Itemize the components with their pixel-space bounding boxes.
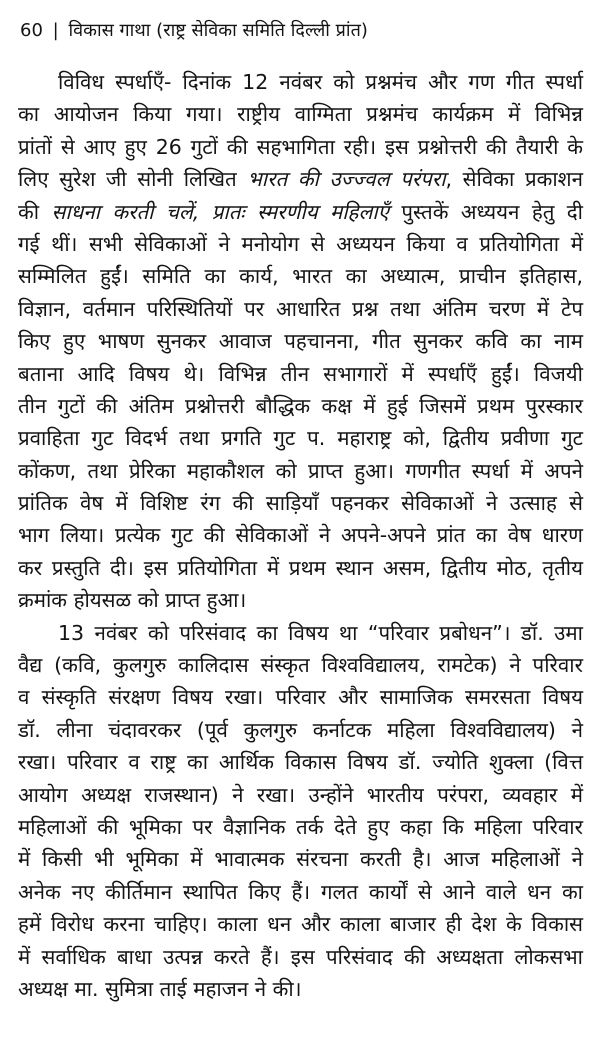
text-segment: विज्ञान, वर्तमान परिस्थितियों पर आधारित प्रश्न तथा अंतिम चरण में टेप: [18, 296, 583, 321]
text-segment: पुस्तकें अध्ययन हेतु दी: [389, 199, 583, 224]
text-line: [18, 843, 583, 875]
text-segment: अनेक नए कीर्तिमान स्थापित किए हैं। गलत कार्यों से आने वाले धन का: [18, 879, 583, 904]
text-segment: में सर्वाधिक बाधा उत्पन्न करते हैं। इस परिसंवाद की अध्यक्षता लोकसभा: [18, 944, 583, 969]
text-line: [18, 66, 583, 98]
text-line: [18, 584, 583, 616]
text-line: [18, 390, 583, 422]
text-segment: व संस्कृति संरक्षण विषय रखा। परिवार और सामाजिक समरसता विषय: [18, 685, 583, 710]
text-line: [18, 487, 583, 519]
text-line: [18, 131, 583, 163]
text-segment: प्रांतिक वेष में विशिष्ट रंग की साड़ियाँ पहनकर सेविकाओं ने उत्साह से: [18, 491, 583, 516]
text-line: [18, 98, 583, 130]
text-line: [18, 941, 583, 973]
text-line: [18, 746, 583, 778]
text-segment: का आयोजन किया गया। राष्ट्रीय वाग्मिता प्रश्नमंच कार्यक्रम में विभिन्न: [18, 102, 583, 127]
text-segment: डॉ. लीना चंदावरकर (पूर्व कुलगुरु कर्नाटक महिला विश्वविद्यालय) ने: [18, 717, 583, 742]
text-line: [18, 908, 583, 940]
text-segment: , सेविका प्रकाशन: [445, 167, 583, 192]
text-line: [18, 876, 583, 908]
text-line: [18, 293, 583, 325]
text-segment: किए हुए भाषण सुनकर आवाज पहचानना, गीत सुनकर कवि का नाम: [18, 329, 583, 354]
header-separator: |: [52, 20, 59, 41]
text-segment: विविध स्पर्धाएँ- दिनांक 12 नवंबर को प्रश्नमंच और गण गीत स्पर्धा: [58, 70, 583, 94]
text-segment: वैद्य (कवि, कुलगुरु कालिदास संस्कृत विश्वविद्यालय, रामटेक) ने परिवार: [18, 653, 583, 678]
text-segment: सम्मिलित हुईं। समिति का कार्य, भारत का अध्यात्म, प्राचीन इतिहास,: [18, 264, 583, 289]
text-segment: लिए सुरेश जी सोनी लिखित: [18, 167, 248, 192]
text-line: [18, 552, 583, 584]
text-line: [18, 811, 583, 843]
text-line: [18, 422, 583, 454]
text-line: [18, 779, 583, 811]
text-line: [18, 455, 583, 487]
book-title: विकास गाथा (राष्ट्र सेविका समिति दिल्ली प्रांत): [68, 20, 368, 41]
body-text: [18, 66, 583, 1005]
text-segment: महिलाओं की भूमिका पर वैज्ञानिक तर्क देते हुए कहा कि महिला परिवार: [18, 814, 583, 839]
running-header: [20, 20, 368, 42]
text-segment: अध्यक्ष मा. सुमित्रा ताई महाजन ने की।: [18, 976, 302, 1001]
text-line: [18, 228, 583, 260]
text-segment: कर प्रस्तुति दी। इस प्रतियोगिता में प्रथम स्थान असम, द्वितीय मोठ, तृतीय: [18, 555, 583, 580]
text-segment: क्रमांक होयसळ को प्राप्त हुआ।: [18, 588, 247, 613]
page-number: 60: [20, 20, 43, 41]
text-line: [18, 649, 583, 681]
text-segment: भाग लिया। प्रत्येक गुट की सेविकाओं ने अपने-अपने प्रांत का वेष धारण: [18, 523, 583, 548]
text-line: [18, 973, 583, 1005]
text-line: [18, 163, 583, 195]
text-segment: गई थीं। सभी सेविकाओं ने मनोयोग से अध्ययन किया व प्रतियोगिता में: [18, 231, 583, 256]
text-line: [18, 617, 583, 649]
text-segment: प्रांतों से आए हुए 26 गुटों की सहभागिता रही। इस प्रश्नोत्तरी की तैयारी के: [18, 134, 583, 159]
text-segment: कोंकण, तथा प्रेरिका महाकौशल को प्राप्त हुआ। गणगीत स्पर्धा में अपने: [18, 458, 583, 483]
text-segment: प्रवाहिता गुट विदर्भ तथा प्रगति गुट प. महाराष्ट्र को, द्वितीय प्रवीणा गुट: [18, 426, 583, 451]
text-line: [18, 714, 583, 746]
italic-text: भारत की उज्ज्वल परंपरा: [247, 167, 446, 192]
text-line: [18, 358, 583, 390]
text-segment: की: [18, 199, 52, 224]
text-segment: रखा। परिवार व राष्ट्र का आर्थिक विकास विषय डॉ. ज्योति शुक्ला (वित्त: [18, 750, 583, 775]
text-segment: आयोग अध्यक्ष राजस्थान) ने रखा। उन्होंने भारतीय परंपरा, व्यवहार में: [18, 782, 583, 807]
text-line: [18, 681, 583, 713]
text-segment: 13 नवंबर को परिसंवाद का विषय था “परिवार प्रबोधन”। डॉ. उमा: [58, 620, 583, 645]
text-segment: बताना आदि विषय थे। विभिन्न तीन सभागारों में स्पर्धाएँ हुईं। विजयी: [18, 361, 583, 386]
text-line: [18, 325, 583, 357]
italic-text: साधना करती चलें, प्रातः स्मरणीय महिलाएँ: [51, 199, 389, 224]
text-line: [18, 196, 583, 228]
text-segment: तीन गुटों की अंतिम प्रश्नोत्तरी बौद्धिक कक्ष में हुई जिसमें प्रथम पुरस्कार: [18, 393, 583, 418]
text-segment: हमें विरोध करना चाहिए। काला धन और काला बाजार ही देश के विकास: [18, 912, 583, 937]
text-line: [18, 519, 583, 551]
text-line: [18, 260, 583, 292]
text-segment: में किसी भी भूमिका में भावात्मक संरचना करती है। आज महिलाओं ने: [18, 847, 583, 872]
